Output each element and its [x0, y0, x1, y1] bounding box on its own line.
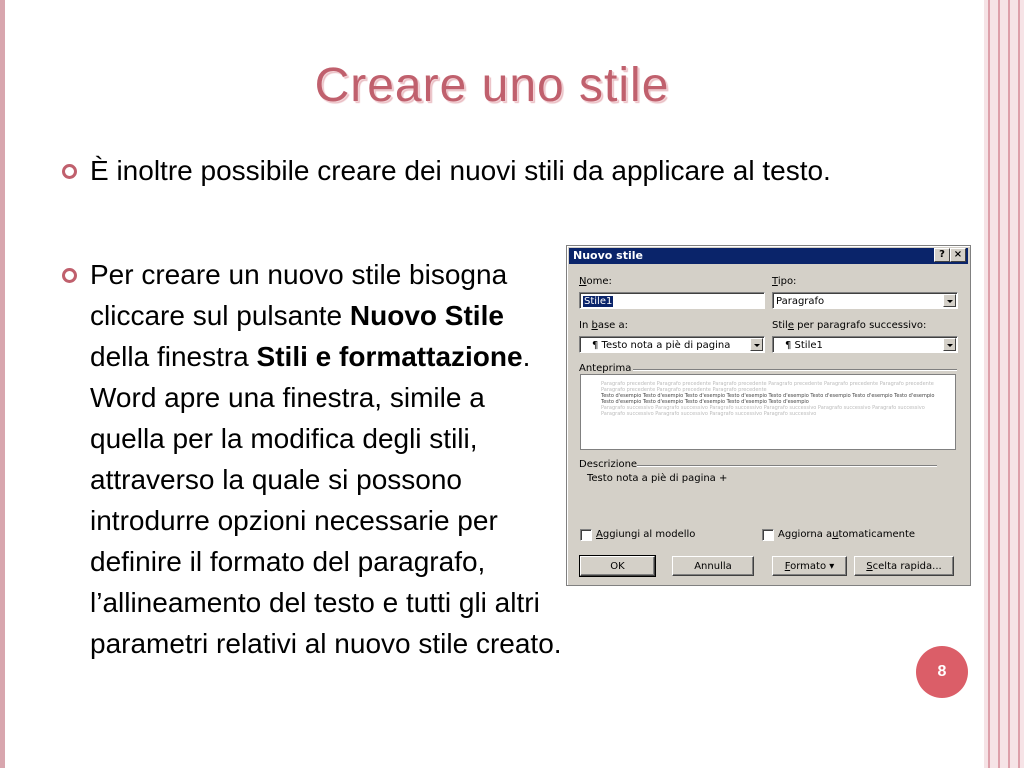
aggiorna-checkbox[interactable]: [762, 529, 774, 541]
aggiungi-label: Aggiungi al modello: [596, 529, 696, 540]
page-number-badge: 8: [916, 646, 968, 698]
descrizione-label: Descrizione: [579, 459, 638, 470]
stile-successivo-label: Stile per paragrafo successivo:: [772, 320, 927, 331]
scelta-rapida-button[interactable]: Scelta rapida...: [854, 556, 954, 576]
tipo-select[interactable]: Paragrafo: [772, 292, 958, 309]
ok-button[interactable]: OK: [580, 556, 655, 576]
formato-button[interactable]: Formato ▾: [772, 556, 847, 576]
bullet-icon: [62, 268, 77, 283]
left-border: [0, 0, 5, 768]
bullet-1: [62, 150, 922, 191]
tipo-label: Tipo:: [772, 276, 797, 287]
descrizione-divider: [637, 465, 937, 467]
descrizione-text: Testo nota a piè di pagina +: [587, 473, 728, 484]
annulla-button[interactable]: Annulla: [672, 556, 754, 576]
anteprima-label: Anteprima: [579, 363, 632, 374]
stile-successivo-select[interactable]: ¶ Stile1: [772, 336, 958, 353]
dialog-titlebar: [569, 248, 968, 264]
close-button[interactable]: ×: [950, 248, 966, 262]
chevron-down-icon[interactable]: [943, 338, 956, 351]
anteprima-divider: [633, 369, 957, 371]
slide-title: Creare uno stile: [314, 59, 670, 112]
nuovo-stile-dialog: [566, 245, 971, 586]
help-button[interactable]: ?: [934, 248, 950, 262]
dialog-title: Nuovo stile: [573, 249, 643, 262]
aggiorna-label: Aggiorna automaticamente: [778, 529, 916, 540]
right-border: [984, 0, 1024, 768]
chevron-down-icon[interactable]: [943, 294, 956, 307]
in-base-a-label: In base a:: [579, 320, 628, 331]
style-preview: Paragrafo precedente Paragrafo precedente Paragrafo precedente Paragrafo precedente Paragrafo precedente Paragrafo precedente Paragrafo precedente Paragrafo precedente Paragrafo precedente Testo d'esempio Testo d'esempio Testo d'esempio Testo d'esempio Testo d'esempio Testo d'esempio Testo d'esempio Testo d'esempio Testo d'esempio Testo d'esempio Testo d'esempio Testo d'esempio Testo d'esempio Paragrafo successivo Paragrafo successivo Paragrafo successivo Paragrafo successivo Paragrafo successivo Paragrafo successivo Paragrafo successivo Paragrafo successivo Paragrafo successivo Paragrafo successivo: [580, 374, 956, 450]
bullet-2-text: Per creare un nuovo stile bisogna cliccare sul pulsante Nuovo Stile della finestra Stili e formattazione. Word apre una finestra, simile a quella per la modifica degli stili, attraverso la quale si possono introdurre opzioni necessarie per definire il formato del paragrafo, l’allineamento del testo e tutti gli altri parametri relativi al nuovo stile creato.: [90, 259, 562, 659]
nome-label: Nome:: [579, 276, 612, 287]
bullet-1-text: È inoltre possibile creare dei nuovi stili da applicare al testo.: [90, 155, 831, 186]
bullet-2: [62, 254, 562, 664]
chevron-down-icon[interactable]: [750, 338, 763, 351]
aggiungi-checkbox[interactable]: [580, 529, 592, 541]
bullet-icon: [62, 164, 77, 179]
nome-input[interactable]: Stile1: [579, 292, 765, 309]
in-base-a-select[interactable]: ¶ Testo nota a piè di pagina: [579, 336, 765, 353]
